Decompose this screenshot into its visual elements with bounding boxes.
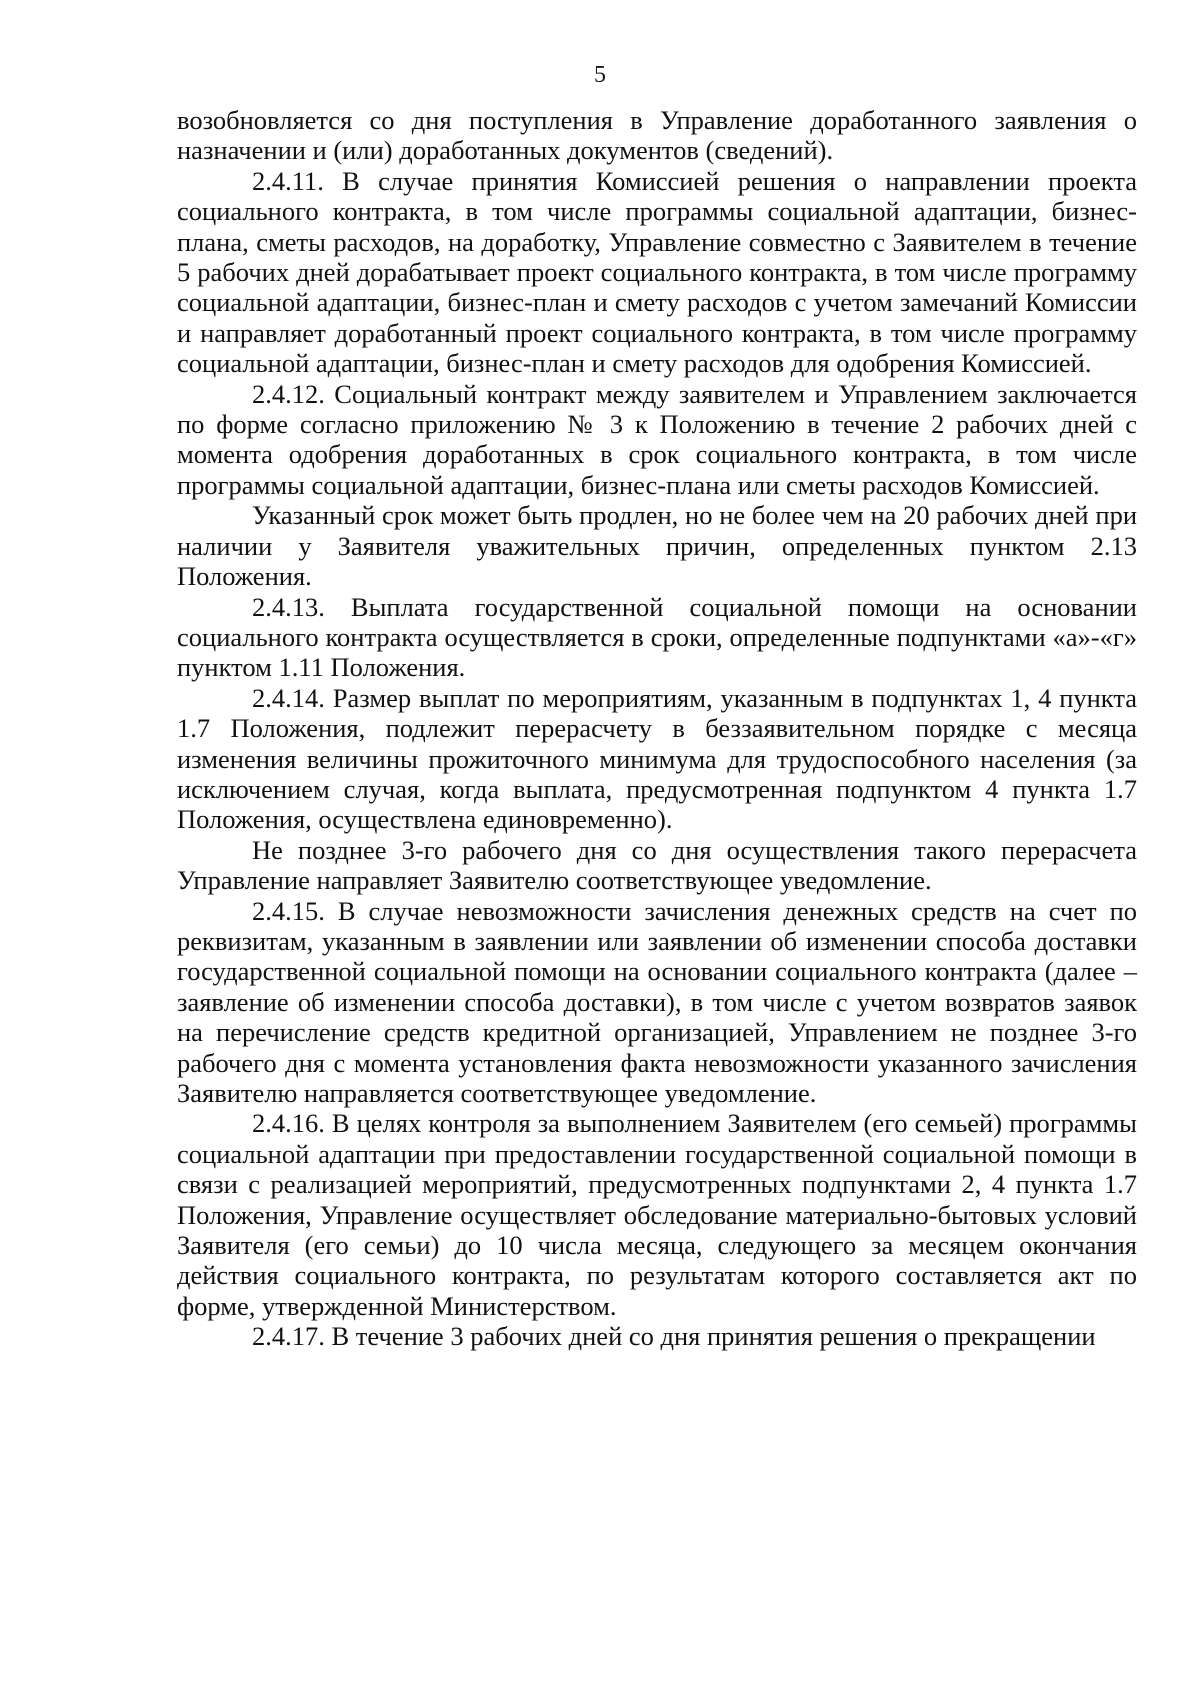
paragraph-continuation: возобновляется со дня поступления в Управление доработанного заявления о назначении и (или) доработанных документов (сведений).: [177, 105, 1137, 166]
paragraph-recalculation-notice: Не позднее 3-го рабочего дня со дня осуществления такого перерасчета Управление направляет Заявителю соответствующее уведомление.: [177, 834, 1137, 896]
paragraph-2-4-15: 2.4.15. В случае невозможности зачисления денежных средств на счет по реквизитам, указанным в заявлении или заявлении об изменении способа доставки государственной социальной помощи на основании социального контракта (далее – заявление об изменении способа доставки), в том числе с учетом возвратов заявок на перечисление средств кредитной организацией, Управлением не позднее 3-го рабочего дня с момента установления факта невозможности указанного зачисления Заявителю направляется соответствующее уведомление.: [177, 895, 1137, 1108]
paragraph-2-4-14: 2.4.14. Размер выплат по мероприятиям, указанным в подпунктах 1, 4 пункта 1.7 Положения, подлежит перерасчету в беззаявительном порядке с месяца изменения величины прожиточного минимума для трудоспособного населения (за исключением случая, когда выплата, предусмотренная подпунктом 4 пункта 1.7 Положения, осуществлена единовременно).: [177, 682, 1137, 835]
paragraph-2-4-11: 2.4.11. В случае принятия Комиссией решения о направлении проекта социального контракта, в том числе программы социальной адаптации, бизнес-плана, сметы расходов, на доработку, Управление совместно с Заявителем в течение 5 рабочих дней дорабатывает проект социального контракта, в том числе программу социальной адаптации, бизнес-план и смету расходов с учетом замечаний Комиссии и направляет доработанный проект социального контракта, в том числе программу социальной адаптации, бизнес-план и смету расходов для одобрения Комиссией.: [177, 165, 1137, 379]
paragraph-2-4-12: 2.4.12. Социальный контракт между заявителем и Управлением заключается по форме согласно приложению № 3 к Положению в течение 2 рабочих дней с момента одобрения доработанных в срок социального контракта, в том числе программы социальной адаптации, бизнес-плана или сметы расходов Комиссией.: [177, 378, 1137, 500]
paragraph-term-extension: Указанный срок может быть продлен, но не более чем на 20 рабочих дней при наличии у Заявителя уважительных причин, определенных пунктом 2.13 Положения.: [177, 500, 1137, 592]
paragraph-2-4-13: 2.4.13. Выплата государственной социальной помощи на основании социального контракта осуществляется в сроки, определенные подпунктами «а»-«г» пунктом 1.11 Положения.: [177, 591, 1137, 683]
paragraph-2-4-17: 2.4.17. В течение 3 рабочих дней со дня принятия решения о прекращении: [252, 1321, 1096, 1352]
document-body: [177, 105, 1137, 1352]
page-number: 5: [594, 62, 606, 88]
paragraph-2-4-16: 2.4.16. В целях контроля за выполнением Заявителем (его семьей) программы социальной адаптации при предоставлении государственной социальной помощи в связи с реализацией мероприятий, предусмотренных подпунктами 2, 4 пункта 1.7 Положения, Управление осуществляет обследование материально-бытовых условий Заявителя (его семьи) до 10 числа месяца, следующего за месяцем окончания действия социального контракта, по результатам которого составляется акт по форме, утвержденной Министерством.: [177, 1108, 1137, 1321]
